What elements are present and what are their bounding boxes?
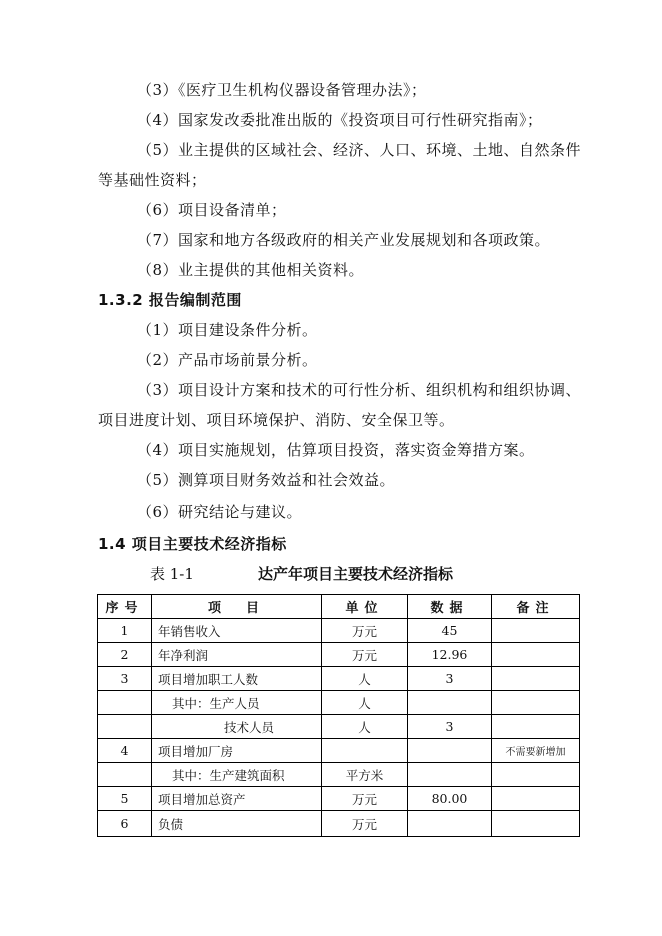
scope-item-1: （1）项目建设条件分析。	[137, 321, 318, 339]
cell-item: 项目增加厂房	[152, 739, 322, 763]
cell-note	[492, 811, 580, 837]
cell-item: 其中：生产人员	[152, 691, 322, 715]
cell-unit: 万元	[322, 787, 408, 811]
paragraph-7: （7）国家和地方各级政府的相关产业发展规划和各项政策。	[137, 231, 551, 249]
cell-unit: 万元	[322, 643, 408, 667]
scope-item-2: （2）产品市场前景分析。	[137, 351, 318, 369]
cell-data: 3	[408, 715, 492, 739]
cell-note	[492, 691, 580, 715]
paragraph-8: （8）业主提供的其他相关资料。	[137, 261, 365, 279]
cell-note	[492, 763, 580, 787]
scope-item-3-cont: 项目进度计划、项目环境保护、消防、安全保卫等。	[98, 411, 455, 429]
table-row	[98, 643, 580, 667]
cell-note	[492, 715, 580, 739]
cell-note	[492, 667, 580, 691]
scope-item-6: （6）研究结论与建议。	[137, 503, 303, 521]
cell-unit: 人	[322, 691, 408, 715]
cell-unit: 万元	[322, 811, 408, 837]
cell-index: 3	[98, 667, 152, 691]
table-row	[98, 691, 580, 715]
table-row	[98, 715, 580, 739]
cell-unit	[322, 739, 408, 763]
cell-item: 项目增加总资产	[152, 787, 322, 811]
scope-item-3: （3）项目设计方案和技术的可行性分析、组织机构和组织协调、	[137, 381, 582, 399]
table-row	[98, 667, 580, 691]
scope-item-5: （5）测算项目财务效益和社会效益。	[137, 471, 396, 489]
paragraph-6: （6）项目设备清单；	[137, 201, 287, 219]
cell-index: 6	[98, 811, 152, 837]
cell-unit: 万元	[322, 619, 408, 643]
header-item: 项 目	[152, 595, 322, 619]
paragraph-4: （4）国家发改委批准出版的《投资项目可行性研究指南》；	[137, 111, 543, 129]
header-index: 序号	[98, 595, 152, 619]
table-row	[98, 763, 580, 787]
cell-data	[408, 739, 492, 763]
cell-note: 不需要新增加	[492, 739, 580, 763]
paragraph-5: （5）业主提供的区域社会、经济、人口、环境、土地、自然条件	[137, 141, 582, 159]
cell-index: 5	[98, 787, 152, 811]
heading-1-4: 1.4 项目主要技术经济指标	[98, 535, 287, 553]
cell-item: 项目增加职工人数	[152, 667, 322, 691]
table-title: 达产年项目主要技术经济指标	[258, 565, 454, 583]
table-row	[98, 619, 580, 643]
cell-item: 其中：生产建筑面积	[152, 763, 322, 787]
cell-index	[98, 763, 152, 787]
cell-data	[408, 691, 492, 715]
cell-item: 技术人员	[152, 715, 322, 739]
indicator-table	[97, 594, 580, 837]
header-unit: 单位	[322, 595, 408, 619]
cell-data: 45	[408, 619, 492, 643]
cell-note	[492, 787, 580, 811]
table-row	[98, 787, 580, 811]
table-row	[98, 739, 580, 763]
cell-index	[98, 691, 152, 715]
cell-data: 3	[408, 667, 492, 691]
heading-1-3-2: 1.3.2 报告编制范围	[98, 291, 242, 309]
cell-index: 2	[98, 643, 152, 667]
cell-index	[98, 715, 152, 739]
cell-unit: 人	[322, 667, 408, 691]
cell-data	[408, 763, 492, 787]
cell-index: 1	[98, 619, 152, 643]
cell-note	[492, 643, 580, 667]
cell-unit: 平方米	[322, 763, 408, 787]
table-label: 表 1-1	[150, 565, 194, 583]
paragraph-3: （3）《医疗卫生机构仪器设备管理办法》；	[137, 81, 427, 99]
table-row	[98, 811, 580, 837]
cell-data	[408, 811, 492, 837]
cell-item: 年销售收入	[152, 619, 322, 643]
cell-data: 80.00	[408, 787, 492, 811]
cell-index: 4	[98, 739, 152, 763]
cell-item: 年净利润	[152, 643, 322, 667]
scope-item-4: （4）项目实施规划，估算项目投资，落实资金筹措方案。	[137, 441, 535, 459]
header-data: 数据	[408, 595, 492, 619]
table-header-row	[98, 595, 580, 619]
header-note: 备注	[492, 595, 580, 619]
cell-note	[492, 619, 580, 643]
cell-item: 负债	[152, 811, 322, 837]
cell-unit: 人	[322, 715, 408, 739]
paragraph-5-cont: 等基础性资料；	[98, 171, 207, 189]
cell-data: 12.96	[408, 643, 492, 667]
